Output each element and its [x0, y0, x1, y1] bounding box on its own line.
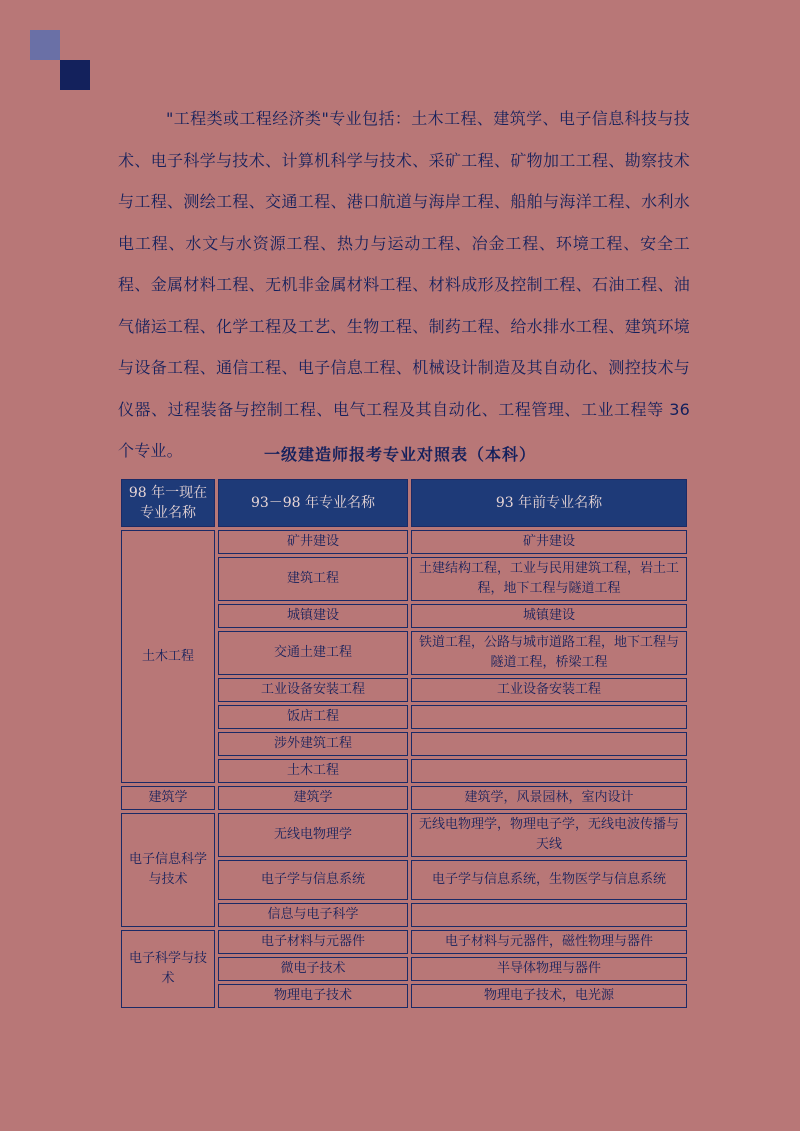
mid-cell: 电子学与信息系统: [218, 860, 408, 900]
right-cell: 物理电子技术，电光源: [411, 984, 687, 1008]
mid-cell: 涉外建筑工程: [218, 732, 408, 756]
major-comparison-table: [118, 476, 690, 1011]
mid-cell: 饭店工程: [218, 705, 408, 729]
mid-cell: 无线电物理学: [218, 813, 408, 857]
right-cell: 矿井建设: [411, 530, 687, 554]
table-title: 一级建造师报考专业对照表（本科）: [263, 445, 536, 464]
group-cell: 建筑学: [121, 786, 215, 810]
header-current-major: 98 年一现在专业名称: [121, 479, 215, 527]
mid-cell: 工业设备安装工程: [218, 678, 408, 702]
mid-cell: 建筑工程: [218, 557, 408, 601]
mid-cell: 信息与电子科学: [218, 903, 408, 927]
table-row: [121, 813, 687, 857]
right-cell: 电子材料与元器件，磁性物理与器件: [411, 930, 687, 954]
right-cell: 城镇建设: [411, 604, 687, 628]
right-cell: [411, 903, 687, 927]
group-cell: 土木工程: [121, 530, 215, 783]
decorative-square-dark: [60, 60, 90, 90]
right-cell: 半导体物理与器件: [411, 957, 687, 981]
right-cell: 电子学与信息系统，生物医学与信息系统: [411, 860, 687, 900]
group-cell: 电子信息科学与技术: [121, 813, 215, 927]
header-93-98-major: 93－98 年专业名称: [218, 479, 408, 527]
right-cell: 建筑学，风景园林，室内设计: [411, 786, 687, 810]
mid-cell: 物理电子技术: [218, 984, 408, 1008]
table-header-row: [121, 479, 687, 527]
group-cell: 电子科学与技术: [121, 930, 215, 1008]
mid-cell: 城镇建设: [218, 604, 408, 628]
right-cell: 工业设备安装工程: [411, 678, 687, 702]
header-pre-93-major: 93 年前专业名称: [411, 479, 687, 527]
right-cell: [411, 705, 687, 729]
right-cell: 土建结构工程，工业与民用建筑工程，岩土工程，地下工程与隧道工程: [411, 557, 687, 601]
right-cell: 无线电物理学，物理电子学，无线电波传播与天线: [411, 813, 687, 857]
table-row: [121, 786, 687, 810]
mid-cell: 微电子技术: [218, 957, 408, 981]
mid-cell: 矿井建设: [218, 530, 408, 554]
mid-cell: 电子材料与元器件: [218, 930, 408, 954]
right-cell: [411, 732, 687, 756]
intro-paragraph: "工程类或工程经济类"专业包括：土木工程、建筑学、电子信息科技与技术、电子科学与技术、计算机科学与技术、采矿工程、矿物加工工程、勘察技术与工程、测绘工程、交通工程、港口航道与海岸工程、船舶与海洋工程、水利水电工程、水文与水资源工程、热力与运动工程、冶金工程、环境工程、安全工程、金属材料工程、无机非金属材料工程、材料成形及控制工程、石油工程、油气储运工程、化学工程及工艺、生物工程、制药工程、给水排水工程、建筑环境与设备工程、通信工程、电子信息工程、机械设计制造及其自动化、测控技术与仪器、过程装备与控制工程、电气工程及其自动化、工程管理、工业工程等 36 个专业。: [118, 109, 690, 460]
decorative-square-light: [30, 30, 60, 60]
mid-cell: 交通土建工程: [218, 631, 408, 675]
right-cell: 铁道工程，公路与城市道路工程，地下工程与隧道工程，桥梁工程: [411, 631, 687, 675]
right-cell: [411, 759, 687, 783]
mid-cell: 土木工程: [218, 759, 408, 783]
table-row: [121, 530, 687, 554]
table-row: [121, 930, 687, 954]
mid-cell: 建筑学: [218, 786, 408, 810]
